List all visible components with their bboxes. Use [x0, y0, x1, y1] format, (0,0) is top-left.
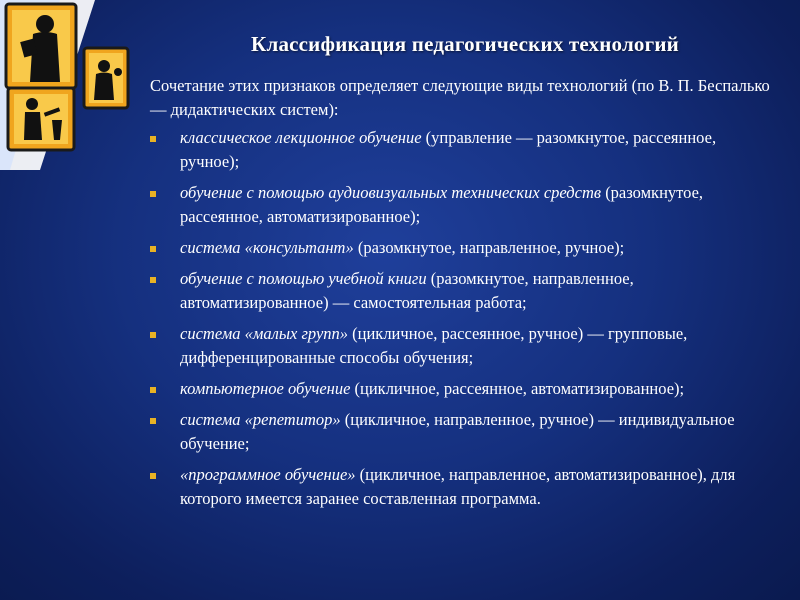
bullet-square-icon	[150, 246, 156, 252]
item-description: (цикличное, рассеянное, автоматизированное);	[350, 379, 685, 398]
page-title: Классификация педагогических технологий	[251, 32, 679, 56]
item-term: компьютерное обучение	[180, 379, 351, 398]
item-term: «программное обучение»	[180, 465, 356, 484]
bullet-square-icon	[150, 136, 156, 142]
list-item	[148, 181, 778, 229]
item-description: (разомкнутое, направленное, ручное);	[353, 238, 625, 257]
bullet-square-icon	[150, 418, 156, 424]
item-term: система «малых групп»	[180, 324, 349, 343]
list-item	[148, 377, 778, 401]
item-term: классическое лекционное обучение	[180, 128, 422, 147]
item-term: система «репетитор»	[180, 410, 341, 429]
item-description: (цикличное, направленное, ручное) — индивидуальное обучение;	[180, 410, 735, 453]
item-description: (разомкнутое, рассеянное, автоматизированное);	[180, 183, 704, 226]
list-item	[148, 463, 778, 511]
list-item	[148, 322, 778, 370]
technology-list	[148, 126, 778, 518]
teaching-silhouettes-illustration	[0, 0, 140, 170]
bullet-square-icon	[150, 387, 156, 393]
bullet-square-icon	[150, 332, 156, 338]
bullet-square-icon	[150, 473, 156, 479]
bullet-square-icon	[150, 191, 156, 197]
item-term: обучение с помощью учебной книги	[180, 269, 427, 288]
item-description: (цикличное, рассеянное, ручное) — групповые, дифференцированные способы обучения;	[180, 324, 688, 367]
list-item	[148, 267, 778, 315]
list-item	[148, 126, 778, 174]
item-term: обучение с помощью аудиовизуальных технических средств	[180, 183, 602, 202]
item-description: (управление — разомкнутое, рассеянное, ручное);	[180, 128, 717, 171]
list-item	[148, 236, 778, 260]
intro-text: Сочетание этих признаков определяет следующие виды технологий (по В. П. Беспалько — дидактических систем):	[150, 76, 770, 119]
item-description: (разомкнутое, направленное, автоматизированное) — самостоятельная работа;	[180, 269, 634, 312]
item-term: система «консультант»	[180, 238, 354, 257]
item-description: (цикличное, направленное, автоматизированное), для которого имеется заранее составленная программа.	[180, 465, 736, 508]
list-item	[148, 408, 778, 456]
bullet-square-icon	[150, 277, 156, 283]
